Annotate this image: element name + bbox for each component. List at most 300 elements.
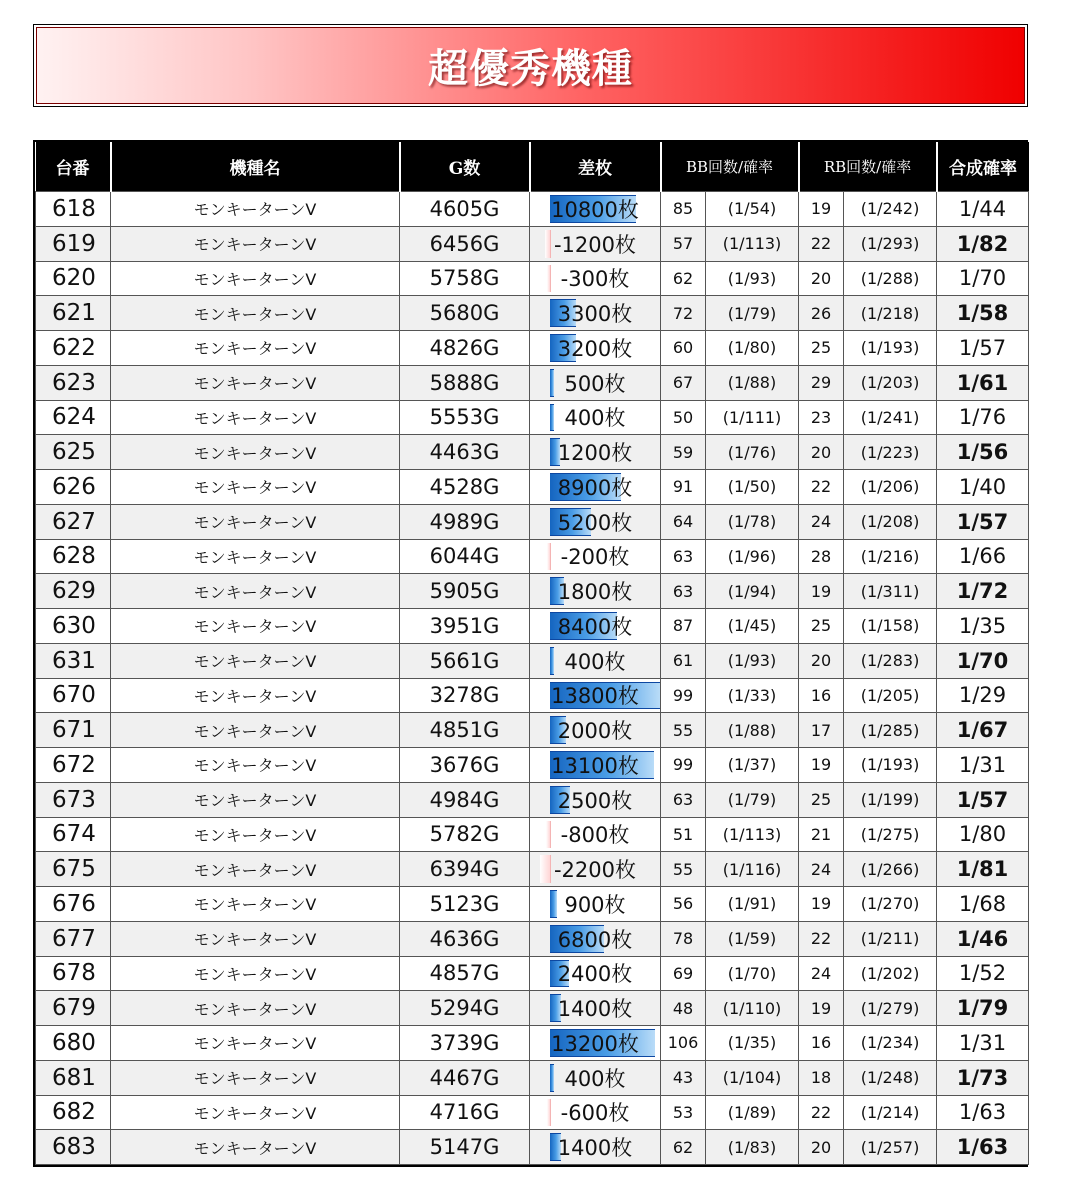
diff-value: 3200枚 — [557, 336, 633, 361]
rb-rate: (1/288) — [844, 261, 937, 296]
game-count: 5147G — [400, 1130, 530, 1165]
bb-rate: (1/83) — [706, 1130, 799, 1165]
bb-rate: (1/70) — [706, 956, 799, 991]
game-count: 4636G — [400, 921, 530, 956]
total-rate: 1/61 — [937, 365, 1029, 400]
machine-number: 673 — [36, 782, 111, 817]
table-row — [36, 852, 1029, 887]
total-rate: 1/31 — [937, 1026, 1029, 1061]
bb-rate: (1/78) — [706, 504, 799, 539]
rb-count: 29 — [799, 365, 844, 400]
machine-number: 620 — [36, 261, 111, 296]
bb-rate: (1/35) — [706, 1026, 799, 1061]
total-rate: 1/63 — [937, 1130, 1029, 1165]
diff-bar — [546, 821, 551, 849]
total-rate: 1/57 — [937, 331, 1029, 366]
total-rate: 1/72 — [937, 574, 1029, 609]
game-count: 3951G — [400, 609, 530, 644]
bb-rate: (1/54) — [706, 192, 799, 227]
table-row — [36, 261, 1029, 296]
total-rate: 1/52 — [937, 956, 1029, 991]
table-row — [36, 713, 1029, 748]
total-rate: 1/57 — [937, 782, 1029, 817]
model-name: モンキーターンV — [111, 1130, 400, 1165]
total-rate: 1/67 — [937, 713, 1029, 748]
total-rate: 1/40 — [937, 470, 1029, 505]
machine-number: 621 — [36, 296, 111, 331]
bb-rate: (1/113) — [706, 226, 799, 261]
table-header-row — [36, 142, 1029, 192]
diff-coins — [530, 956, 661, 991]
game-count: 6456G — [400, 226, 530, 261]
total-rate: 1/81 — [937, 852, 1029, 887]
bb-rate: (1/37) — [706, 748, 799, 783]
rb-count: 21 — [799, 817, 844, 852]
game-count: 4528G — [400, 470, 530, 505]
total-rate: 1/68 — [937, 887, 1029, 922]
bb-count: 43 — [661, 1060, 706, 1095]
rb-count: 16 — [799, 678, 844, 713]
diff-value: 13100枚 — [551, 753, 639, 778]
model-name: モンキーターンV — [111, 261, 400, 296]
table-row — [36, 678, 1029, 713]
bb-count: 64 — [661, 504, 706, 539]
bb-count: 62 — [661, 261, 706, 296]
diff-coins — [530, 609, 661, 644]
rb-count: 25 — [799, 782, 844, 817]
table-row — [36, 887, 1029, 922]
total-rate: 1/44 — [937, 192, 1029, 227]
rb-count: 28 — [799, 539, 844, 574]
diff-coins — [530, 852, 661, 887]
diff-bar — [550, 404, 554, 432]
table-row — [36, 1026, 1029, 1061]
total-rate: 1/57 — [937, 504, 1029, 539]
diff-coins — [530, 748, 661, 783]
rb-count: 25 — [799, 331, 844, 366]
diff-coins — [530, 504, 661, 539]
machine-number: 627 — [36, 504, 111, 539]
machine-number: 622 — [36, 331, 111, 366]
bb-count: 56 — [661, 887, 706, 922]
table-row — [36, 192, 1029, 227]
table-row — [36, 609, 1029, 644]
total-rate: 1/76 — [937, 400, 1029, 435]
rb-rate: (1/208) — [844, 504, 937, 539]
rb-count: 19 — [799, 574, 844, 609]
bb-rate: (1/76) — [706, 435, 799, 470]
table-row — [36, 435, 1029, 470]
bb-rate: (1/88) — [706, 365, 799, 400]
total-rate: 1/66 — [937, 539, 1029, 574]
bb-count: 60 — [661, 331, 706, 366]
bb-count: 55 — [661, 852, 706, 887]
total-rate: 1/80 — [937, 817, 1029, 852]
bb-rate: (1/91) — [706, 887, 799, 922]
model-name: モンキーターンV — [111, 574, 400, 609]
game-count: 5661G — [400, 643, 530, 678]
table-row — [36, 574, 1029, 609]
rb-rate: (1/193) — [844, 331, 937, 366]
game-count: 5680G — [400, 296, 530, 331]
rb-rate: (1/216) — [844, 539, 937, 574]
diff-coins — [530, 539, 661, 574]
game-count: 5888G — [400, 365, 530, 400]
model-name: モンキーターンV — [111, 678, 400, 713]
diff-coins — [530, 296, 661, 331]
table-row — [36, 365, 1029, 400]
model-name: モンキーターンV — [111, 470, 400, 505]
game-count: 4463G — [400, 435, 530, 470]
diff-bar — [545, 230, 551, 258]
bb-rate: (1/104) — [706, 1060, 799, 1095]
machine-number: 671 — [36, 713, 111, 748]
machine-number: 629 — [36, 574, 111, 609]
game-count: 6044G — [400, 539, 530, 574]
game-count: 4857G — [400, 956, 530, 991]
diff-value: 6800枚 — [557, 927, 633, 952]
table-row — [36, 504, 1029, 539]
machine-number: 625 — [36, 435, 111, 470]
rb-count: 19 — [799, 748, 844, 783]
diff-value: -200枚 — [560, 545, 630, 570]
diff-value: -600枚 — [560, 1101, 630, 1126]
diff-coins — [530, 470, 661, 505]
rb-rate: (1/218) — [844, 296, 937, 331]
diff-coins — [530, 261, 661, 296]
diff-bar — [550, 1064, 554, 1092]
model-name: モンキーターンV — [111, 435, 400, 470]
diff-value: 1800枚 — [557, 580, 633, 605]
rb-count: 24 — [799, 956, 844, 991]
bb-count: 61 — [661, 643, 706, 678]
rb-rate: (1/234) — [844, 1026, 937, 1061]
rb-rate: (1/202) — [844, 956, 937, 991]
model-name: モンキーターンV — [111, 226, 400, 261]
bb-count: 50 — [661, 400, 706, 435]
total-rate: 1/70 — [937, 643, 1029, 678]
bb-rate: (1/33) — [706, 678, 799, 713]
bb-rate: (1/94) — [706, 574, 799, 609]
table-row — [36, 643, 1029, 678]
game-count: 5758G — [400, 261, 530, 296]
game-count: 3278G — [400, 678, 530, 713]
rb-count: 22 — [799, 1095, 844, 1130]
diff-bar — [547, 543, 551, 571]
model-name: モンキーターンV — [111, 921, 400, 956]
game-count: 3739G — [400, 1026, 530, 1061]
bb-rate: (1/110) — [706, 991, 799, 1026]
rb-rate: (1/275) — [844, 817, 937, 852]
model-name: モンキーターンV — [111, 365, 400, 400]
bb-count: 69 — [661, 956, 706, 991]
diff-value: 8900枚 — [557, 475, 633, 500]
model-name: モンキーターンV — [111, 852, 400, 887]
rb-count: 25 — [799, 609, 844, 644]
game-count: 4716G — [400, 1095, 530, 1130]
table-row — [36, 539, 1029, 574]
table-row — [36, 921, 1029, 956]
page-title: 超優秀機種 — [428, 46, 633, 92]
diff-value: 1400枚 — [557, 997, 633, 1022]
bb-count: 63 — [661, 574, 706, 609]
model-name: モンキーターンV — [111, 192, 400, 227]
table-row — [36, 782, 1029, 817]
rb-count: 19 — [799, 991, 844, 1026]
rb-count: 22 — [799, 226, 844, 261]
bb-count: 63 — [661, 539, 706, 574]
machine-number: 677 — [36, 921, 111, 956]
rb-count: 20 — [799, 435, 844, 470]
machine-number: 683 — [36, 1130, 111, 1165]
header-rb: RB回数/確率 — [799, 142, 937, 192]
machine-number: 670 — [36, 678, 111, 713]
diff-coins — [530, 1095, 661, 1130]
rb-count: 24 — [799, 852, 844, 887]
game-count: 5782G — [400, 817, 530, 852]
diff-value: 8400枚 — [557, 614, 633, 639]
rb-rate: (1/311) — [844, 574, 937, 609]
rb-count: 23 — [799, 400, 844, 435]
total-rate: 1/58 — [937, 296, 1029, 331]
bb-count: 62 — [661, 1130, 706, 1165]
header-machine-number: 台番 — [36, 142, 111, 192]
diff-value: 2500枚 — [557, 788, 633, 813]
table-row — [36, 748, 1029, 783]
diff-coins — [530, 817, 661, 852]
model-name: モンキーターンV — [111, 713, 400, 748]
rb-rate: (1/205) — [844, 678, 937, 713]
rb-rate: (1/285) — [844, 713, 937, 748]
machine-number: 618 — [36, 192, 111, 227]
diff-value: 13200枚 — [551, 1031, 639, 1056]
model-name: モンキーターンV — [111, 782, 400, 817]
model-name: モンキーターンV — [111, 400, 400, 435]
bb-count: 51 — [661, 817, 706, 852]
total-rate: 1/46 — [937, 921, 1029, 956]
diff-coins — [530, 331, 661, 366]
bb-rate: (1/88) — [706, 713, 799, 748]
diff-coins — [530, 192, 661, 227]
diff-value: 2000枚 — [557, 719, 633, 744]
table-row — [36, 226, 1029, 261]
model-name: モンキーターンV — [111, 643, 400, 678]
game-count: 6394G — [400, 852, 530, 887]
diff-value: -2200枚 — [553, 858, 637, 883]
model-name: モンキーターンV — [111, 1095, 400, 1130]
diff-value: -1200枚 — [553, 232, 637, 257]
diff-coins — [530, 643, 661, 678]
model-name: モンキーターンV — [111, 539, 400, 574]
rb-rate: (1/199) — [844, 782, 937, 817]
total-rate: 1/70 — [937, 261, 1029, 296]
total-rate: 1/56 — [937, 435, 1029, 470]
table-row — [36, 956, 1029, 991]
machine-number: 676 — [36, 887, 111, 922]
rb-rate: (1/270) — [844, 887, 937, 922]
model-name: モンキーターンV — [111, 1060, 400, 1095]
rb-rate: (1/242) — [844, 192, 937, 227]
game-count: 4467G — [400, 1060, 530, 1095]
game-count: 5294G — [400, 991, 530, 1026]
bb-rate: (1/80) — [706, 331, 799, 366]
game-count: 5123G — [400, 887, 530, 922]
diff-coins — [530, 887, 661, 922]
rb-rate: (1/293) — [844, 226, 937, 261]
bb-rate: (1/113) — [706, 817, 799, 852]
diff-coins — [530, 991, 661, 1026]
rb-count: 19 — [799, 192, 844, 227]
rb-rate: (1/214) — [844, 1095, 937, 1130]
diff-coins — [530, 574, 661, 609]
game-count: 5553G — [400, 400, 530, 435]
bb-rate: (1/45) — [706, 609, 799, 644]
table-row — [36, 991, 1029, 1026]
diff-value: 1200枚 — [557, 441, 633, 466]
diff-coins — [530, 400, 661, 435]
table-row — [36, 470, 1029, 505]
rb-rate: (1/279) — [844, 991, 937, 1026]
rb-rate: (1/257) — [844, 1130, 937, 1165]
diff-value: 3300枚 — [557, 302, 633, 327]
rb-count: 18 — [799, 1060, 844, 1095]
bb-count: 106 — [661, 1026, 706, 1061]
game-count: 4851G — [400, 713, 530, 748]
rb-rate: (1/206) — [844, 470, 937, 505]
machine-number: 623 — [36, 365, 111, 400]
table-row — [36, 817, 1029, 852]
machine-number: 630 — [36, 609, 111, 644]
header-diff: 差枚 — [530, 142, 661, 192]
diff-value: 400枚 — [564, 406, 626, 431]
total-rate: 1/82 — [937, 226, 1029, 261]
bb-count: 59 — [661, 435, 706, 470]
rb-rate: (1/266) — [844, 852, 937, 887]
game-count: 3676G — [400, 748, 530, 783]
rb-rate: (1/203) — [844, 365, 937, 400]
table-row — [36, 1095, 1029, 1130]
machine-number: 681 — [36, 1060, 111, 1095]
diff-value: 5200枚 — [557, 510, 633, 535]
diff-bar — [550, 647, 554, 675]
model-name: モンキーターンV — [111, 504, 400, 539]
machine-number: 680 — [36, 1026, 111, 1061]
diff-bar — [550, 369, 554, 397]
bb-rate: (1/96) — [706, 539, 799, 574]
rb-rate: (1/223) — [844, 435, 937, 470]
machine-number: 679 — [36, 991, 111, 1026]
machine-number: 626 — [36, 470, 111, 505]
bb-rate: (1/59) — [706, 921, 799, 956]
rb-count: 17 — [799, 713, 844, 748]
machine-number: 628 — [36, 539, 111, 574]
diff-coins — [530, 1026, 661, 1061]
rb-count: 20 — [799, 261, 844, 296]
rb-count: 19 — [799, 887, 844, 922]
diff-value: 400枚 — [564, 649, 626, 674]
rb-rate: (1/193) — [844, 748, 937, 783]
diff-value: 13800枚 — [551, 684, 639, 709]
total-rate: 1/29 — [937, 678, 1029, 713]
diff-value: 10800枚 — [551, 197, 639, 222]
bb-count: 85 — [661, 192, 706, 227]
rb-rate: (1/283) — [844, 643, 937, 678]
diff-bar — [540, 855, 551, 883]
machine-number: 672 — [36, 748, 111, 783]
header-model-name: 機種名 — [111, 142, 400, 192]
machine-number: 631 — [36, 643, 111, 678]
machine-number: 674 — [36, 817, 111, 852]
bb-rate: (1/79) — [706, 296, 799, 331]
rb-count: 20 — [799, 643, 844, 678]
bb-count: 53 — [661, 1095, 706, 1130]
model-name: モンキーターンV — [111, 887, 400, 922]
total-rate: 1/31 — [937, 748, 1029, 783]
bb-rate: (1/93) — [706, 261, 799, 296]
bb-count: 57 — [661, 226, 706, 261]
bb-count: 55 — [661, 713, 706, 748]
diff-bar — [547, 265, 551, 293]
bb-rate: (1/93) — [706, 643, 799, 678]
diff-value: 400枚 — [564, 1066, 626, 1091]
rb-count: 22 — [799, 921, 844, 956]
game-count: 4605G — [400, 192, 530, 227]
diff-coins — [530, 921, 661, 956]
game-count: 5905G — [400, 574, 530, 609]
total-rate: 1/35 — [937, 609, 1029, 644]
game-count: 4984G — [400, 782, 530, 817]
diff-coins — [530, 713, 661, 748]
bb-count: 87 — [661, 609, 706, 644]
diff-coins — [530, 435, 661, 470]
header-total-rate: 合成確率 — [937, 142, 1029, 192]
machine-number: 624 — [36, 400, 111, 435]
total-rate: 1/63 — [937, 1095, 1029, 1130]
game-count: 4826G — [400, 331, 530, 366]
rb-rate: (1/241) — [844, 400, 937, 435]
game-count: 4989G — [400, 504, 530, 539]
diff-coins — [530, 365, 661, 400]
machine-number: 619 — [36, 226, 111, 261]
rb-count: 26 — [799, 296, 844, 331]
rb-count: 16 — [799, 1026, 844, 1061]
rb-count: 24 — [799, 504, 844, 539]
header-bb: BB回数/確率 — [661, 142, 799, 192]
bb-rate: (1/50) — [706, 470, 799, 505]
table-row — [36, 296, 1029, 331]
bb-count: 48 — [661, 991, 706, 1026]
model-name: モンキーターンV — [111, 748, 400, 783]
bb-count: 99 — [661, 748, 706, 783]
diff-value: 2400枚 — [557, 962, 633, 987]
rb-rate: (1/158) — [844, 609, 937, 644]
bb-rate: (1/89) — [706, 1095, 799, 1130]
rb-rate: (1/248) — [844, 1060, 937, 1095]
bb-count: 99 — [661, 678, 706, 713]
diff-coins — [530, 1060, 661, 1095]
diff-coins — [530, 1130, 661, 1165]
model-name: モンキーターンV — [111, 1026, 400, 1061]
diff-value: -800枚 — [560, 823, 630, 848]
bb-rate: (1/111) — [706, 400, 799, 435]
diff-coins — [530, 678, 661, 713]
model-name: モンキーターンV — [111, 991, 400, 1026]
table-row — [36, 1130, 1029, 1165]
bb-count: 72 — [661, 296, 706, 331]
machine-number: 678 — [36, 956, 111, 991]
model-name: モンキーターンV — [111, 296, 400, 331]
bb-rate: (1/116) — [706, 852, 799, 887]
